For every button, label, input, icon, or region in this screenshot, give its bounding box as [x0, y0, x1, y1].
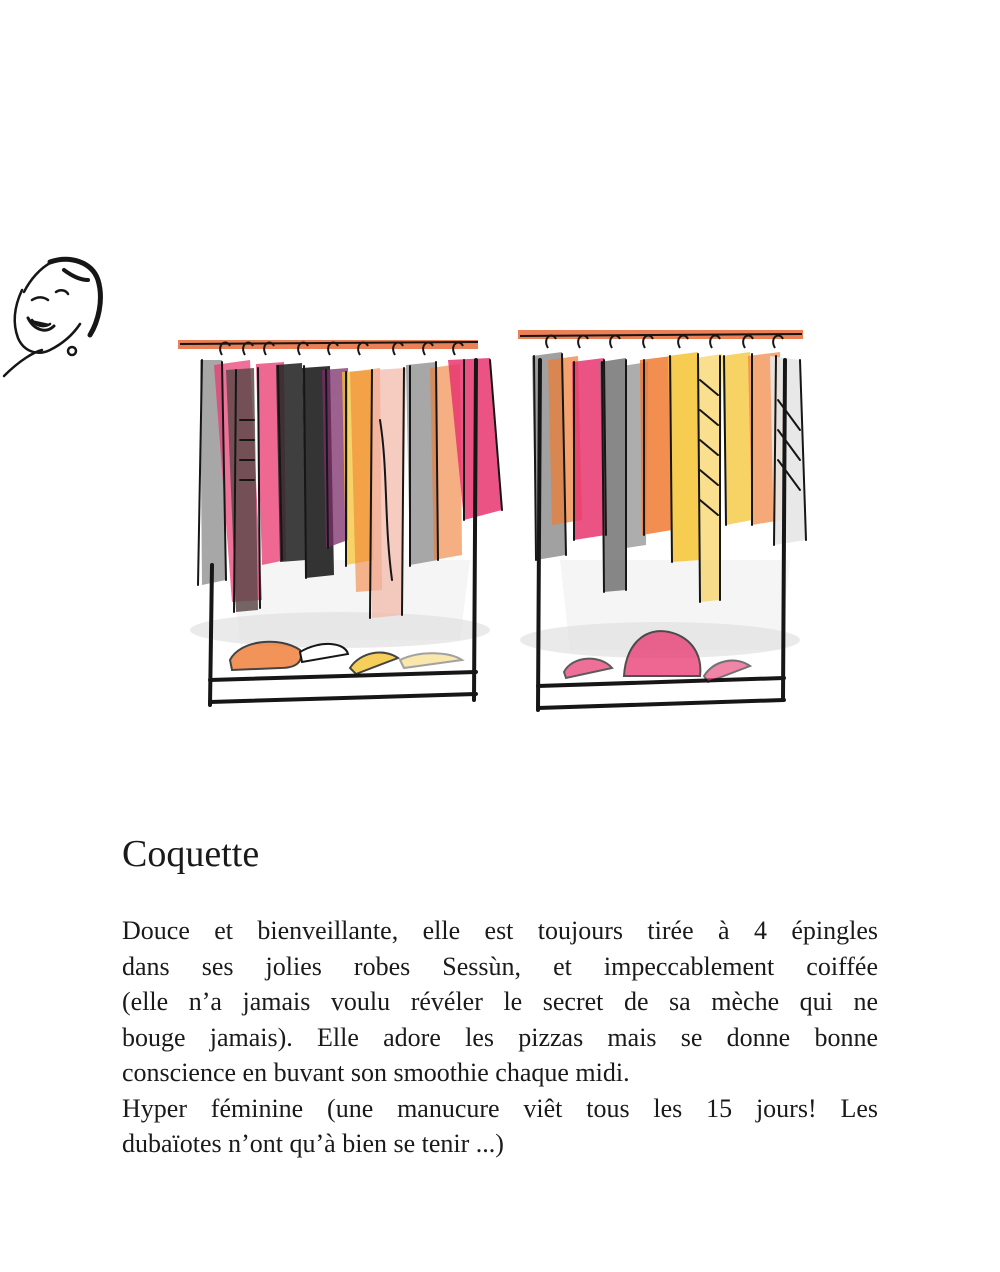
paragraph-line: Douce et bienveillante, elle est toujours tirée à 4 épingles [122, 916, 878, 945]
paragraph-line: bouge jamais). Elle adore les pizzas mais se donne bonne [122, 1022, 878, 1052]
clothing-rack-right [518, 330, 806, 710]
paragraph-line: dans ses jolies robes Sessùn, et impeccablement coiffée [122, 951, 878, 981]
paragraph-line: Hyper féminine (une manucure viêt tous les 15 jours! Les [122, 1093, 878, 1123]
paragraph-line: (elle n’a jamais voulu révéler le secret de sa mèche qui ne [122, 987, 878, 1016]
face-sketch-icon [4, 259, 100, 376]
paragraph-line: dubaïotes n’ont qu’à bien se tenir ...) [122, 1129, 504, 1158]
paragraph-line: conscience en buvant son smoothie chaque midi. [122, 1058, 630, 1087]
clothing-rack-left [178, 340, 502, 705]
body-paragraph [122, 913, 878, 1162]
page-title: Coquette [122, 833, 260, 875]
